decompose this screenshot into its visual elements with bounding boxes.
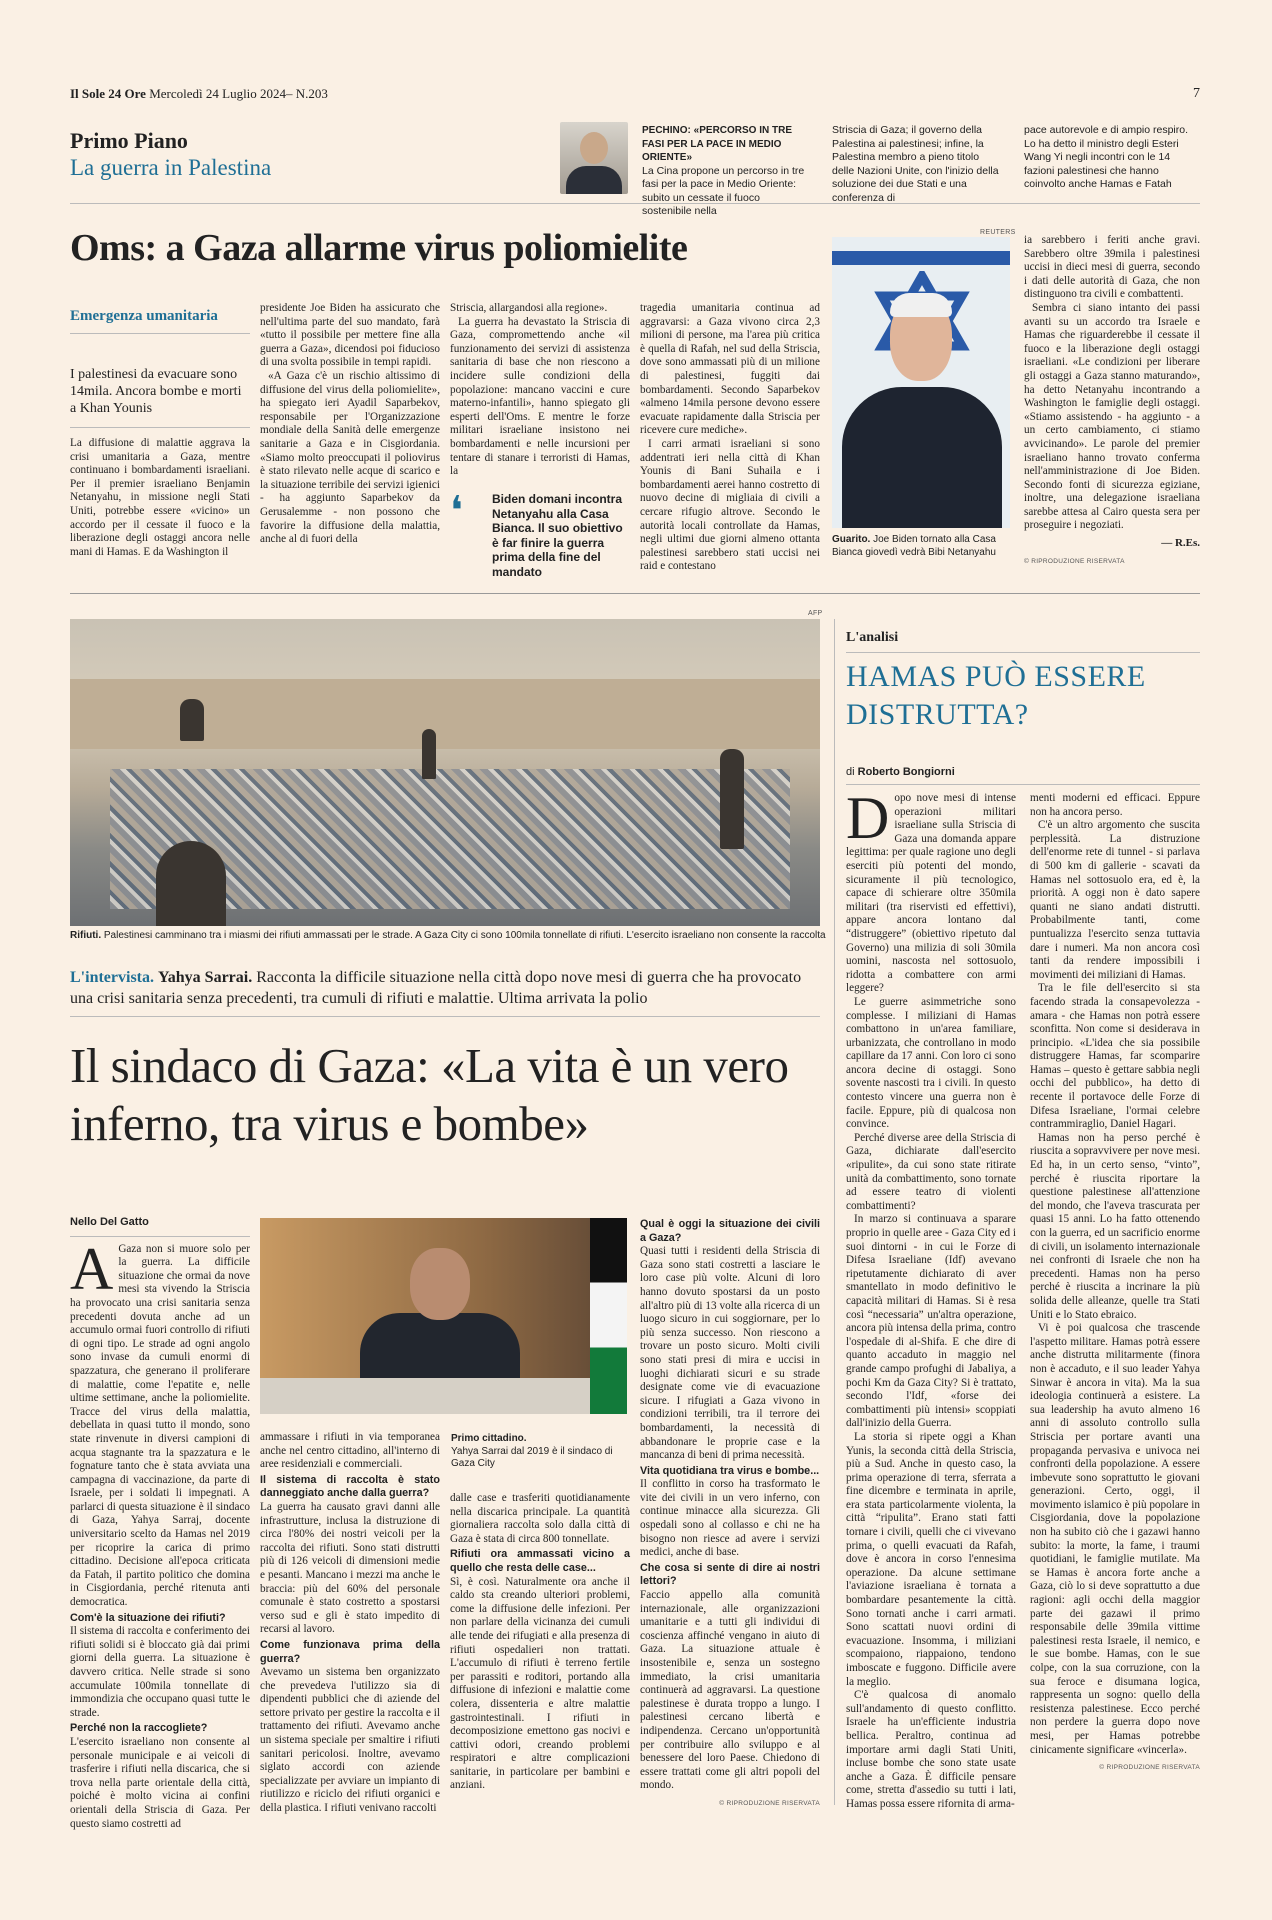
caption-text: Joe Biden tornato alla Casa Bianca giovedì vedrà Bibi Netanyahu (832, 534, 996, 558)
paragraph (70, 1235, 250, 1610)
dropcap: A (70, 1235, 114, 1302)
copyright: © RIPRODUZIONE RISERVATA (719, 1799, 820, 1807)
question: Perché non la raccogliete? (70, 1722, 208, 1735)
paragraph: C'è un altro argomento che suscita perplessità. La distruzione dell'enorme rete di tunnel - si parlava di 500 km di gallerie - scavati da Hamas nel sottosuolo era, ed è, la priorità. A oggi non è dato sapere quanti ne siano andati distrutti. Probabilmente tanti, come puntualizza l'esercito senza tuttavia dare i numeri. Ma non ancora così tanti da rendere impossibili i movimenti dei miliziani di Hamas. (1030, 819, 1200, 981)
copyright: © RIPRODUZIONE RISERVATA (1024, 557, 1125, 565)
analysis-col2 (1030, 792, 1200, 1775)
portrait-wang-yi (560, 122, 628, 194)
sidebar-news-col2: Striscia di Gaza; il governo della Palestina ai palestinesi; infine, la Palestina membro a pieno titolo delle Nazioni Unite, con l'inizio della soluzione dei due Stati e una conferenza di (832, 124, 999, 204)
article1-subhead: I palestinesi da evacuare sono 14mila. Ancora bombe e morti a Khan Younis (70, 367, 242, 416)
paragraph: ia sarebbero i feriti anche gravi. Sarebbero oltre 39mila i palestinesi uccisi in dieci mesi di guerra, secondo i dati delle autorità di Gaza, che non distinguono tra civili e combattenti. (1024, 234, 1200, 301)
paragraph: La storia si ripete oggi a Khan Yunis, la seconda città della Striscia, più a Sud. Anche in questo caso, la prima operazione di terra, sferrata a fine dicembre e terminata in aprile, era stata particolarmente violenta, la città “ripulita”. Erano stati fatti tornare i civili, quelli che ci vivevano prima, o quelli evacuati da Rafah, dove è ancora in corso l'ennesima operazione. Da alcune settimane l'aviazione israeliana è tornata a bombardare pesantemente la città. Sono tornati anche i carri armati. Sono scattati nuovi ordini di evacuazione. Insomma, i miliziani scompaiono, riappaiono, tendono imboscate e fuggono. Difficile avere la meglio. (846, 1430, 1016, 1688)
copyright: © RIPRODUZIONE RISERVATA (1099, 1764, 1200, 1772)
photo-gaza-caption (70, 930, 830, 943)
answer: Faccio appello alla comunità internazionale, alle organizzazioni umanitarie e a tutti gli individui di coscienza affinché vengano in aiuto di Gaza. La situazione attuale è insostenibile e, senza un sostegno immediato, la crisi umanitaria continuerà ad aggravarsi. La questione palestinese è durata troppo a lungo. I palestinesi cercano libertà e indipendenza. Cercano un'opportunità per contribuire allo sviluppo e al benessere del loro Paese. Chiedono di essere trattati come gli altri popoli del mondo. (640, 1589, 820, 1792)
answer: Il sistema di raccolta e conferimento dei rifiuti solidi si è bloccato già dai primi giorni della guerra. La situazione è davvero critica. Nelle strade si sono accumulate 100mila tonnellate di immondizia che occupano quasi tutte le strade. (70, 1625, 250, 1719)
interview-kicker: L'intervista. (70, 969, 154, 986)
sidebar-news-text1: La Cina propone un percorso in tre fasi per la pace in Medio Oriente: subito un cessate il fuoco sostenibile nella (642, 164, 805, 217)
section-title (70, 128, 271, 182)
interview-col4 (640, 1216, 820, 1811)
divider (70, 203, 1200, 204)
analysis-byline (846, 766, 955, 778)
photo-mayor-caption (451, 1433, 631, 1471)
question: Com'è la situazione dei rifiuti? (70, 1611, 226, 1624)
answer: L'esercito israeliano non consente al personale municipale e ai veicoli di trasferire i rifiuti nella discarica, che si trova nella parte orientale della città, poiché è molto vicina ai confini orientali della Striscia di Gaza. Per questo siamo costretti ad (70, 1735, 250, 1830)
question: Il sistema di raccolta è stato danneggiato anche dalla guerra? (260, 1473, 440, 1500)
paragraph: menti moderni ed efficaci. Eppure non ha ancora perso. (1030, 792, 1200, 818)
paragraph: presidente Joe Biden ha assicurato che nell'ultima parte del suo mandato, farà «tutto il possibile per mettere fine alla guerra a Gaza», dicendosi poi fiducioso di una svolta possibile in tempi rapidi. (260, 302, 440, 369)
paragraph: La diffusione di malattie aggrava la crisi umanitaria a Gaza, mentre continuano i bombardamenti israeliani. Per il premier israeliano Benjamin Netanyahu, in missione negli Stati Uniti, potrebbe essere «vicino» un accordo per il cessate il fuoco e la liberazione degli ostaggi ancora nelle mani di Hamas. E da Washington il (70, 437, 250, 558)
answer: Sì, è così. Naturalmente ora anche il caldo sta creando ulteriori problemi, come la diffusione delle infezioni. Per non parlare della vicinanza dei cumuli alle tende dei rifugiati e alla presenza di rifiuti ospedalieri non trattati. L'accumulo di rifiuti è terreno fertile per parassiti e roditori, portando alla diffusione di infezioni e malattie come colera, dissenteria e altre malattie gastrointestinali. I rifiuti in decomposizione emettono gas nocivi e cattivi odori, creando problemi respiratori e altre complicazioni sanitarie, in particolare per bambini e anziani. (450, 1575, 630, 1792)
paragraph: I carri armati israeliani si sono addentrati ieri nella città di Khan Younis di Bani Suhaila e i bombardamenti aerei hanno costretto di nuovo decine di migliaia di civili a cercare rifugio altrove. Secondo le autorità locali controllate da Hamas, negli ultimi due giorni almeno ottanta palestinesi sarebbero stati uccisi nei raid e contestano (640, 437, 820, 573)
paragraph: In marzo si continuava a sparare proprio in quelle aree - Gaza City ed i suoi dintorni - in cui le Forze di Difesa Israeliane (Idf) avevano ripetutamente dichiarato di aver smantellato in modo definitivo le capacità militari di Hamas. Si è resa così “necessaria” un'altra operazione, ancora più intensa della prima, contro l'ospedale di al-Shifa. E che dire di quanto accaduto in maggio nel grande campo profughi di Jabaliya, a pochi Km da Gaza City? Si è trattato, secondo l'Idf, «forse dei combattimenti più intensi» scoppiati dall'inizio della Guerra. (846, 1213, 1016, 1430)
paragraph: La guerra ha devastato la Striscia di Gaza, compromettendo anche «il funzionamento dei servizi di assistenza sanitaria di base che non riescono a incidere sulle condizioni della popolazione: mancano vaccini e cure materno-infantili», hanno spiegato gli esperti dell'Oms. E mentre le forze militari israeliane insistono nei bombardamenti e nelle incursioni per tentare di stanare i terroristi di Hamas, la (450, 315, 630, 478)
caption-bold: Guarito. (832, 534, 871, 545)
interview-name: Yahya Sarrai. (158, 969, 253, 986)
issue: – N.203 (286, 86, 328, 101)
paragraph: C'è qualcosa di anomalo sull'andamento di questo conflitto. Israele ha un'efficiente industria bellica. Peraltro, continua ad importare armi dagli Stati Uniti, incluse bombe che sono state usate anche a Gaza. È difficile pensare come, stretta d'assedio su tutti i lati, Hamas possa essere rifornita di arma- (846, 1689, 1016, 1810)
photo-credit: REUTERS (980, 229, 1016, 236)
paragraph: Hamas non ha perso perché è riuscita a sopravvivere per nove mesi. Ed ha, in un certo senso, “vinto”, perché è riuscita riportare la questione palestinese all'attenzione del mondo, che l'aveva trascurata per quasi 15 anni. Lo ha fatto ottenendo con la guerra, ed un sacrificio enorme di civili, un isolamento internazionale nei confronti di Israele che non ha precedenti. Hamas non ha perso perché è riuscita a incrinare la più solida delle alleanze, quelle tra Stati Uniti e lo Stato ebraico. (1030, 1131, 1200, 1321)
analysis-label: L'analisi (846, 630, 899, 645)
answer: Quasi tutti i residenti della Striscia di Gaza sono stati costretti a lasciare le loro case più volte. Alcuni di loro hanno dovuto spostarsi da un posto all'altro più di 13 volte alla ricerca di un luogo sicuro in cui soggiornare, per lo più senza successo. Non riescono a trovare un posto sicuro. Molti civili sono stati presi di mira e uccisi in luoghi dichiarati sicuri e su strade designate come vie di evacuazione sicure. I rifugiati a Gaza vivono in condizioni terribili, tra il terrore dei bombardamenti, la necessità di abbandonare le proprie case e la mancanza di beni di prima necessità. (640, 1245, 820, 1462)
interview-lead-text: Racconta la difficile situazione nella città dopo nove mesi di guerra che ha provocato una crisi sanitaria senza precedenti, tra cumuli di rifiuti e malattie. Ultima arrivata la polio (70, 969, 802, 1007)
interview-lead (70, 967, 820, 1009)
brand: Il Sole 24 Ore (70, 86, 146, 101)
caption-bold: Primo cittadino. (451, 1433, 527, 1444)
section-name: Primo Piano (70, 128, 188, 153)
article1-col4 (640, 302, 820, 574)
photo-gaza-garbage (70, 619, 820, 926)
paragraph: Tra le file dell'esercito si sta facendo strada la consapevolezza - amara - che Hamas non potrà essere sconfitta. Non come si desiderava in principio. «L'idea che sia possibile distruggere Hamas, far scomparire Hamas – questo è gettare sabbia negli occhi del pubblico», ha detto di recente il portavoce delle Forze di Difesa Israeliane, l'ormai celebre contrammiraglio, Daniel Hagari. (1030, 982, 1200, 1131)
article1-pullquote: Biden domani incontra Netanyahu alla Casa Bianca. Il suo obiettivo è far finire la guerra prima della fine del mandato (492, 492, 623, 579)
article1-col1 (70, 437, 250, 559)
interview-col1 (70, 1216, 250, 1831)
divider (846, 652, 1200, 653)
signature: — R.Es. (1161, 537, 1200, 550)
divider (70, 593, 1200, 594)
byline: Nello Del Gatto (70, 1216, 149, 1228)
photo-credit: AFP (808, 610, 823, 617)
divider (70, 427, 250, 428)
analysis-headline: HAMAS PUÒ ESSERE DISTRUTTA? (846, 660, 1146, 731)
question: Come funzionava prima della guerra? (260, 1638, 440, 1665)
caption-bold: Rifiuti. (70, 930, 102, 941)
answer: Il conflitto in corso ha trasformato le vite dei civili in un vero inferno, con continue minacce alla sicurezza. Gli ospedali sono al collasso e chi ne ha bisogno non riesce ad avere i servizi medici, anche di base. (640, 1478, 820, 1559)
paragraph: Sembra ci siano intanto dei passi avanti su un accordo tra Israele e Hamas che riguarderebbe il cessate il fuoco e la liberazione degli ostaggi israeliani. «Le condizioni per liberare gli ostaggi a Gaza stanno maturando», ha detto Netanyahu incontrando a Washington le famiglie degli ostaggi. «Stiamo assistendo - ha aggiunto - a un certo cambiamento, ci stiamo avvicinando». Le parole del premier israeliano hanno trovato conferma nell'amministrazione di Joe Biden. Secondo fonti di sicurezza egiziane, inoltre, una delegazione israeliana sarebbe attesa al Cairo questa sera per proseguire i negoziati. (1024, 301, 1200, 532)
article1-col2 (260, 302, 440, 547)
paragraph: ammassare i rifiuti in via temporanea anche nel centro cittadino, all'interno di aree residenziali e commerciali. (260, 1431, 440, 1471)
analysis-col1 (846, 785, 1016, 1812)
paragraph: tragedia umanitaria continua ad aggravarsi: a Gaza vivono circa 2,3 milioni di persone, ma l'area più critica è quella di Rafah, nel sud della Striscia, dove sono ammassati più di un milione di palestinesi, fuggiti dai bombardamenti. Secondo Saparbekov «almeno 14mila persone devono essere evacuate rapidamente dalla Striscia per ricevere cure mediche». (640, 302, 820, 437)
paragraph: «A Gaza c'è un rischio altissimo di diffusione del virus della poliomielite», ha spiegato ieri Ayadil Saparbekov, responsabile per l'Organizzazione mondiale della Sanità delle emergenze sanitarie a Gaza e in Cisgiordania. «Siamo molto preoccupati il poliovirus è stato rilevato nelle acque di scarico e la situazione terribile dei servizi igienici - ha aggiunto Saparbekov da Gerusalemme - non possono che favorire la diffusione della malattia, anche al di fuori della (260, 369, 440, 546)
answer: La guerra ha causato gravi danni alle infrastrutture, inclusa la distruzione di circa l'80% dei nostri veicoli per la raccolta dei rifiuti. Sono stati distrutti più di 126 veicoli di dimensioni medie e pesanti. Mancano i mezzi ma anche le braccia: più del 60% del personale comunale è stato costretto a spostarsi verso sud e gli è stato impedito di recarsi al lavoro. (260, 1500, 440, 1636)
paragraph: Vi è poi qualcosa che trascende l'aspetto militare. Hamas potrà essere anche distrutta militarmente (finora non è accaduto, e il suo leader Yahya Sinwar è ancora in vita). Ma la sua ideologia continuerà a esistere. La sua leadership ha avuto almeno 16 anni di assoluto controllo sulla Striscia per portare avanti una propaganda pervasiva e univoca nei confronti della popolazione. A essere imbevute sono soprattutto le giovani generazioni. Certo, oggi, il movimento islamico è più popolare in Cisgiordania, dove la popolazione non ha subito ciò che i gazawi hanno subito: la morte, la fame, i traumi quotidiani, le famiglie mutilate. Ma se Hamas è ancora forte anche a Gaza, ciò lo si deve soprattutto a due ragioni: agli occhi della maggior parte dei gazawi il primo responsabile delle 39mila vittime palestinesi resta Israele, il nemico, e le sue bombe. Hamas, con le sue colpe, con la sua corruzione, con la sua feroce e disumana logica, rappresenta un sogno: quello della resistenza palestinese. Ecco perché non perdere la guerra dopo nove mesi, per Hamas potrebbe cinicamente significare «vincerla». (1030, 1322, 1200, 1756)
page-number: 7 (1193, 86, 1200, 101)
caption-text: Palestinesi camminano tra i miasmi dei rifiuti ammassati per le strade. A Gaza City ci sono 100mila tonnellate di rifiuti. L'esercito israeliano non consente la raccolta (103, 930, 826, 941)
answer: Avevamo un sistema ben organizzato che prevedeva l'utilizzo sia di dipendenti pubblici che di aziende del settore privato per gestire la raccolta e il trattamento dei rifiuti. Avevamo anche un sistema speciale per smaltire i rifiuti sanitari pericolosi. Inoltre, avevamo siglato accordi con aziende specializzate per avviare un impianto di riutilizzo e riciclo dei rifiuti organici e della plastica. I rifiuti venivano raccolti (260, 1666, 440, 1815)
question: Che cosa si sente di dire ai nostri lettori? (640, 1561, 820, 1588)
interview-col3 (450, 1492, 630, 1793)
masthead (70, 86, 1200, 102)
paragraph: Striscia, allargandosi alla regione». (450, 302, 608, 314)
interview-col2 (260, 1431, 440, 1816)
divider (70, 1016, 820, 1017)
article1-kicker: Emergenza umanitaria (70, 308, 218, 324)
sidebar-news-col1 (642, 124, 812, 219)
paragraph-text: opo nove mesi di intense operazioni militari israeliane sulla Striscia di Gaza una domanda appare legittima: per quale ragione uno degli eserciti più potenti del mondo, sicuramente il più tecnologico, capace di schierare oltre 350mila militari (tra riservisti ed effettivi), appare ancora lontano dal “distruggere” (obiettivo ripetuto dal Governo) una milizia di soli 30mila uomini, nascosta nel sottosuolo, ridotta a combattere con armi leggere? (846, 792, 1016, 995)
interview-headline: Il sindaco di Gaza: «La vita è un vero inferno, tra virus e bombe» (70, 1038, 789, 1151)
caption-text: Yahya Sarrai dal 2019 è il sindaco di Gaza City (451, 1445, 613, 1469)
date: Mercoledì 24 Luglio 2024 (149, 86, 287, 101)
paragraph: dalle case e trasferiti quotidianamente nella discarica principale. La quantità giornaliera raccolta solo dalla città di Gaza è stata di circa 800 tonnellate. (450, 1492, 630, 1545)
byline-author: Roberto Bongiorni (857, 766, 955, 778)
article1-col3 (450, 302, 630, 479)
column-divider (834, 619, 835, 1805)
paragraph (846, 785, 1016, 996)
question: Rifiuti ora ammassati vicino a quello che resta delle case... (450, 1548, 630, 1574)
sidebar-news-headline: PECHINO: «PERCORSO IN TRE FASI PER LA PACE IN MEDIO ORIENTE» (642, 125, 793, 163)
question: Qual è oggi la situazione dei civili a Gaza? (640, 1218, 820, 1244)
quote-icon: ❛ (450, 488, 463, 533)
paragraph-text: Gaza non si muore solo per la guerra. La difficile situazione che ormai da nove mesi sta vivendo la Striscia ha provocato una crisi sanitaria senza precedenti dovuta anche ad un accumulo ormai fuori controllo di rifiuti di ogni tipo. Le strade ad ogni angolo sono invase da cumuli enormi di spazzatura, che generano il proliferare di malattie, come l'epatite e, nelle ultime settimane, anche la poliomielite. Tracce del virus della malattia, debellata in quasi tutto il mondo, sono state rinvenute in diversi campioni di acqua stagnante tra la spazzatura e le fognature tanto che è stata avviata una campagna di vaccinazione, da parte di Israele, per i soldati li impegnati. A parlarci di questa situazione è il sindaco di Gaza, Yahya Sarraj, docente universitario scelto da Hamas nel 2019 per ricoprire la carica di primo cittadino. Decisione all'epoca criticata da Fatah, il partito politico che domina in Cisgiordania, perché ritenuta anti democratica. (70, 1242, 250, 1609)
sidebar-news-col3: pace autorevole e di ampio respiro. Lo ha detto il ministro degli Esteri Wang Yi negli incontri con le 14 fazioni palestinesi che hanno coinvolto anche Hamas e Fatah (1024, 124, 1189, 190)
photo-mayor (260, 1218, 627, 1414)
article1-headline: Oms: a Gaza allarme virus poliomielite (70, 227, 688, 269)
section-subtitle: La guerra in Palestina (70, 155, 272, 180)
paragraph: Le guerre asimmetriche sono complesse. I miliziani di Hamas combattono in un'area familiare, urbanizzata, che controllano in modo capillare da 17 anni. Con loro ci sono ancora decine di ostaggi. Sono sovente nascosti tra i civili. In questo contesto vincere una guerra non è facile. Eppure, più di qualcosa non convince. (846, 995, 1016, 1131)
photo-biden (832, 237, 1010, 528)
divider (846, 784, 1200, 785)
paragraph: Perché diverse aree della Striscia di Gaza, dichiarate dall'esercito «ripulite», da cui sono state ritirate unità da combattimento, sono tornate ad essere teatro di violenti combattimenti? (846, 1131, 1016, 1212)
divider (70, 333, 250, 334)
article1-col5 (1024, 234, 1200, 568)
dropcap: D (846, 785, 890, 851)
photo-biden-caption (832, 534, 1010, 559)
question: Vita quotidiana tra virus e bombe... (640, 1464, 820, 1477)
byline-prefix: di (846, 766, 855, 778)
